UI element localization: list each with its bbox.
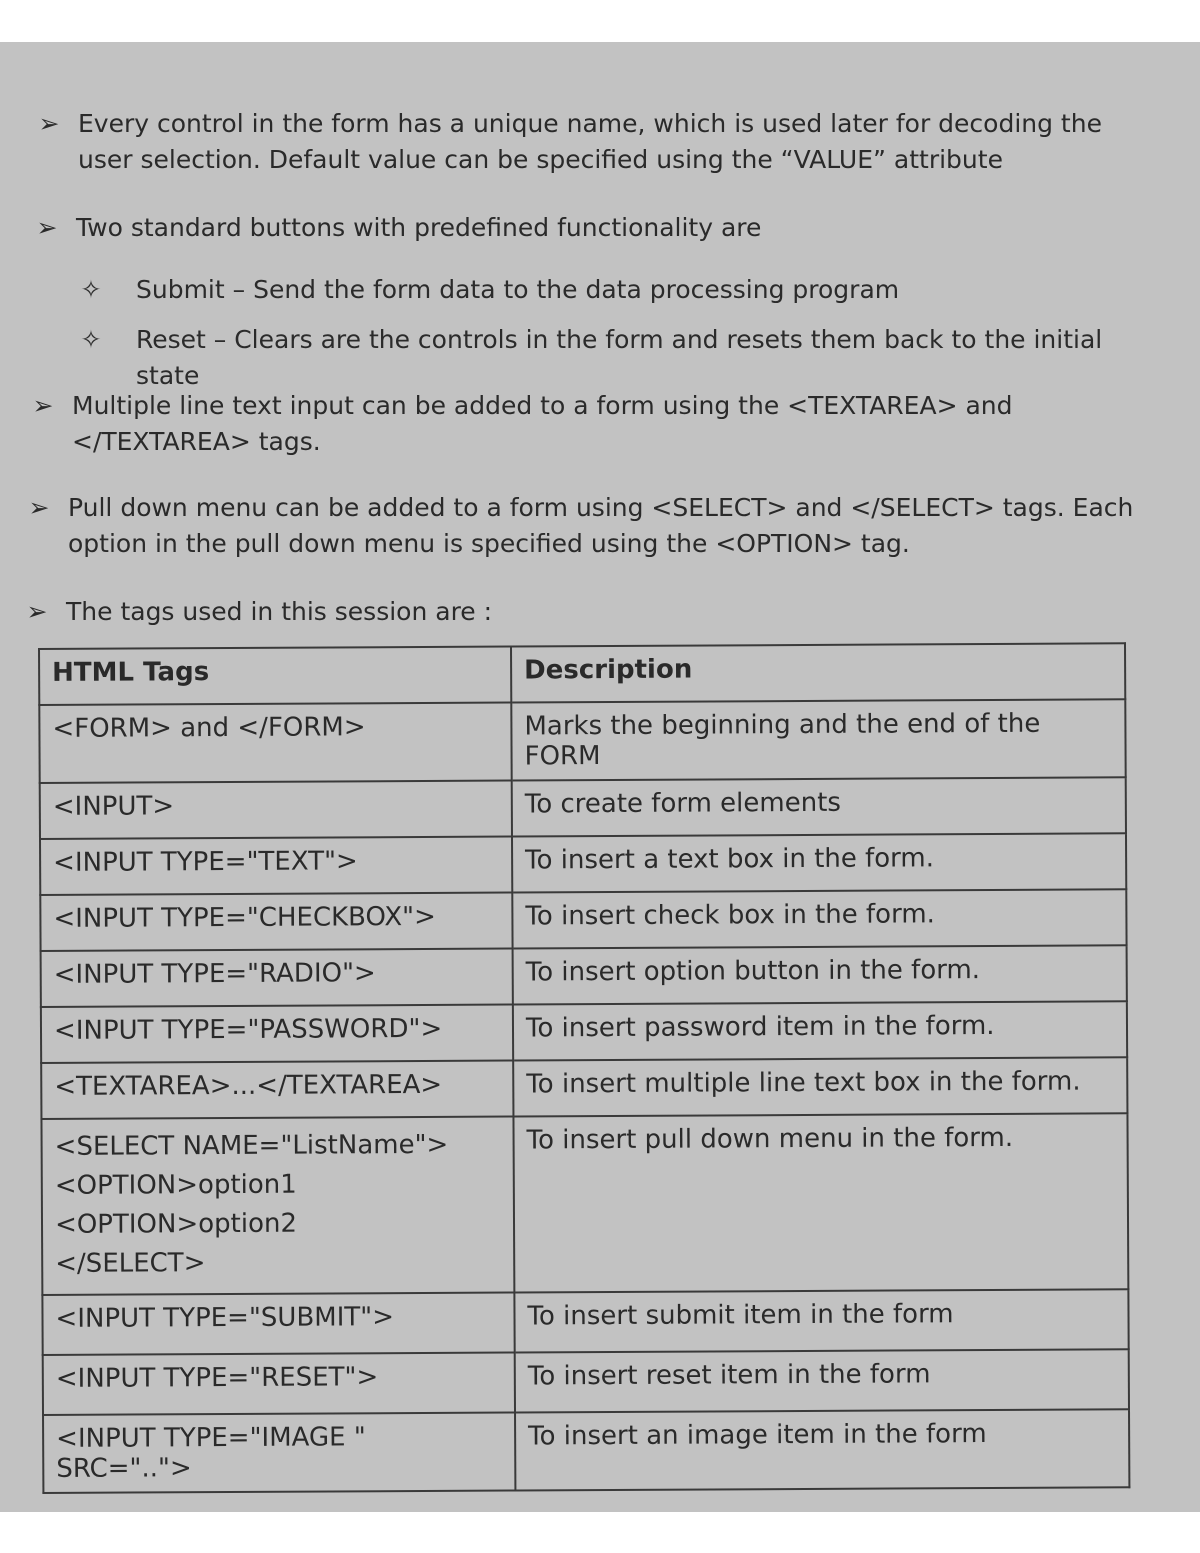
tag-cell: <FORM> and </FORM>	[39, 703, 511, 783]
bullet-arrow-icon: ➢	[36, 213, 58, 242]
bullet-item	[26, 594, 1146, 630]
bullet-item	[32, 388, 1147, 460]
tag-cell: <INPUT TYPE="SUBMIT">	[42, 1293, 514, 1355]
table-row	[40, 833, 1126, 895]
table-row	[43, 1349, 1129, 1415]
bullet-arrow-icon: ➢	[28, 493, 50, 522]
bullet-text: Two standard buttons with predefined functionality are	[76, 213, 762, 242]
description-cell: To insert a text box in the form.	[512, 833, 1126, 892]
bullet-text: Multiple line text input can be added to a form using the <TEXTAREA> and </TEXTAREA> tags.	[72, 391, 1013, 456]
table-row	[41, 1001, 1127, 1063]
tag-cell: <TEXTAREA>...</TEXTAREA>	[41, 1061, 513, 1119]
tag-cell: <INPUT TYPE="RADIO">	[41, 949, 513, 1007]
bullet-item	[38, 106, 1143, 178]
table-row	[41, 1057, 1127, 1119]
bullet-arrow-icon: ➢	[26, 597, 48, 626]
table-row	[42, 1289, 1128, 1355]
html-tags-table	[38, 642, 1130, 1494]
tag-cell: <INPUT TYPE="TEXT">	[40, 837, 512, 895]
table-row	[40, 777, 1126, 839]
description-cell: To insert an image item in the form	[515, 1409, 1129, 1490]
tag-line: <OPTION>option1	[54, 1169, 297, 1201]
table-row	[40, 889, 1126, 951]
description-cell: To insert option button in the form.	[513, 945, 1127, 1004]
bullet-text: The tags used in this session are :	[66, 597, 493, 626]
description-cell: To create form elements	[512, 777, 1126, 836]
tag-cell: <INPUT>	[40, 781, 512, 839]
sub-bullet-text: Reset – Clears are the controls in the form and resets them back to the initial state	[136, 325, 1103, 390]
bullet-item	[36, 210, 1141, 246]
tag-cell: <INPUT TYPE="RESET">	[43, 1353, 515, 1415]
sub-bullet-text: Submit – Send the form data to the data processing program	[136, 275, 900, 304]
sub-bullet-item	[80, 322, 1136, 394]
sub-bullet-star-icon: ✧	[80, 325, 102, 354]
description-cell: To insert check box in the form.	[512, 889, 1126, 948]
description-cell: To insert password item in the form.	[513, 1001, 1127, 1060]
description-cell: To insert pull down menu in the form.	[513, 1113, 1128, 1292]
table-row	[43, 1409, 1129, 1493]
bullet-arrow-icon: ➢	[32, 391, 54, 420]
tag-cell	[41, 1117, 514, 1295]
tag-line: </SELECT>	[55, 1248, 206, 1279]
table-row	[39, 699, 1125, 783]
tag-line: <SELECT NAME="ListName">	[54, 1129, 449, 1162]
column-header-html-tags: HTML Tags	[39, 647, 511, 705]
bullet-item	[28, 490, 1148, 562]
table-row	[41, 945, 1127, 1007]
tag-line: <OPTION>option2	[54, 1208, 298, 1240]
bullet-text: Pull down menu can be added to a form using <SELECT> and </SELECT> tags. Each option in the pull down menu is specified using the <OPTION> tag.	[68, 493, 1134, 558]
description-cell: To insert reset item in the form	[515, 1349, 1129, 1412]
sub-bullet-item	[80, 272, 1136, 308]
table-header-row	[39, 643, 1125, 705]
sub-bullet-star-icon: ✧	[80, 275, 102, 304]
tag-cell: <INPUT TYPE="IMAGE " SRC="..">	[43, 1413, 515, 1493]
table-row	[41, 1113, 1128, 1295]
bullet-text: Every control in the form has a unique name, which is used later for decoding the user selection. Default value can be specified using the “VALUE” attribute	[78, 109, 1102, 174]
tag-cell: <INPUT TYPE="PASSWORD">	[41, 1005, 513, 1063]
tag-cell: <INPUT TYPE="CHECKBOX">	[40, 893, 512, 951]
description-cell: To insert submit item in the form	[514, 1289, 1128, 1352]
description-cell: To insert multiple line text box in the form.	[513, 1057, 1127, 1116]
column-header-description: Description	[511, 643, 1125, 702]
description-cell: Marks the beginning and the end of the FORM	[511, 699, 1125, 780]
bullet-arrow-icon: ➢	[38, 109, 60, 138]
